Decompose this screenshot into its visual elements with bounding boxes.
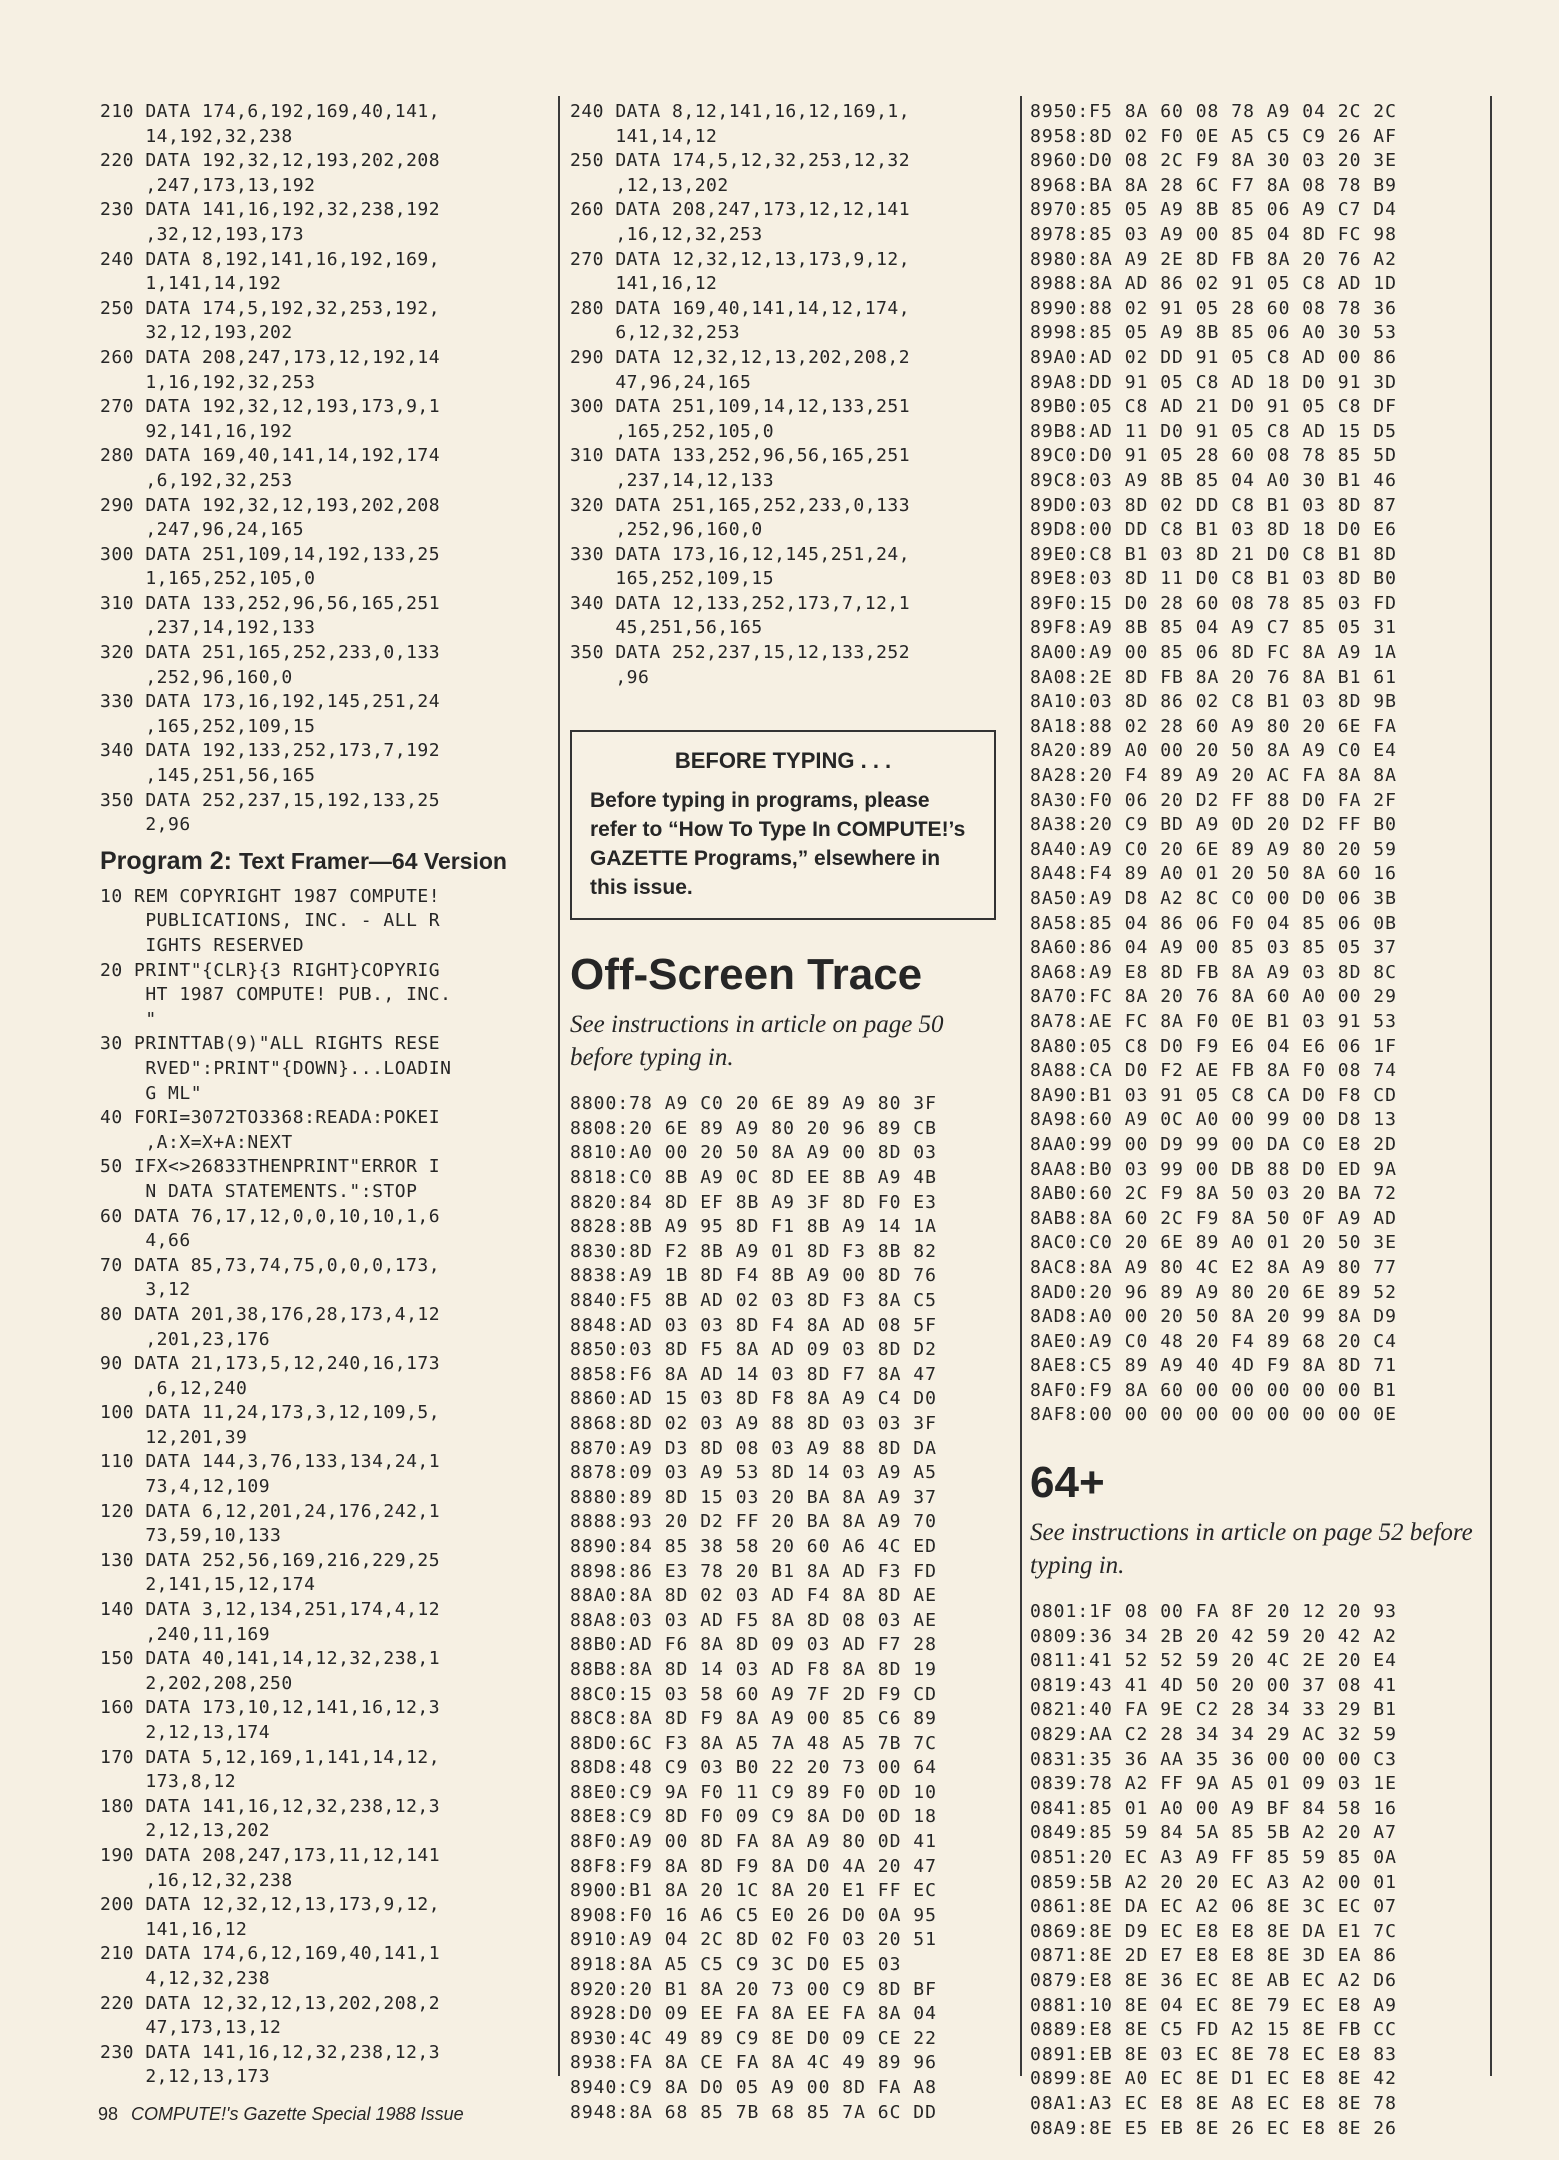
program-2-heading: [100, 846, 540, 877]
column-divider: [1020, 96, 1022, 2076]
program-2-label: Program 2:: [100, 846, 232, 875]
before-typing-heading: BEFORE TYPING . . .: [674, 748, 892, 774]
basic-listing-64plus-continued: 210 DATA 174,6,192,169,40,141, 14,192,32,238 220 DATA 192,32,12,193,202,208 ,247,173,13,192 230 DATA 141,16,192,32,238,192 ,32,12,193,173 240 DATA 8,192,141,16,192,169, 1,141,14,192 250 DATA 174,5,192,32,253,192, 32,12,193,202 260 DATA 208,247,173,12,192,14 1,16,192,32,253 270 DATA 192,32,12,193,173,9,1 92,141,16,192 280 DATA 169,40,141,14,192,174 ,6,192,32,253 290 DATA 192,32,12,193,202,208 ,247,96,24,165 300 DATA 251,109,14,192,133,25 1,165,252,105,0 310 DATA 133,252,96,56,165,251 ,237,14,192,133 320 DATA 251,165,252,233,0,133 ,252,96,160,0 330 DATA 173,16,192,145,251,24 ,165,252,109,15 340 DATA 192,133,252,173,7,192 ,145,251,56,165 350 DATA 252,237,15,192,133,25 2,96: [100, 101, 441, 836]
column-divider: [558, 96, 560, 2076]
column-divider: [1490, 96, 1492, 2076]
basic-listing-text-framer-64: 10 REM COPYRIGHT 1987 COMPUTE! PUBLICATIONS, INC. - ALL R IGHTS RESERVED 20 PRINT"{CLR}{3 RIGHT}COPYRIG HT 1987 COMPUTE! PUB., INC. " 30 PRINTTAB(9)"ALL RIGHTS RESE RVED":PRINT"{DOWN}...LOADIN G ML" 40 FORI=3072TO3368:READA:POKEI ,A:X=X+A:NEXT 50 IFX<>26833THENPRINT"ERROR I N DATA STATEMENTS.":STOP 60 DATA 76,17,12,0,0,10,10,1,6 4,66 70 DATA 85,73,74,75,0,0,0,173, 3,12 80 DATA 201,38,176,28,173,4,12 ,201,23,176 90 DATA 21,173,5,12,240,16,173 ,6,12,240 100 DATA 11,24,173,3,12,109,5, 12,201,39 110 DATA 144,3,76,133,134,24,1 73,4,12,109 120 DATA 6,12,201,24,176,242,1 73,59,10,133 130 DATA 252,56,169,216,229,25 2,141,15,12,174 140 DATA 3,12,134,251,174,4,12 ,240,11,169 150 DATA 40,141,14,12,32,238,1 2,202,208,250 160 DATA 173,10,12,141,16,12,3 2,12,13,174 170 DATA 5,12,169,1,141,14,12, 173,8,12 180 DATA 141,16,12,32,238,12,3 2,12,13,202 190 DATA 208,247,173,11,12,141 ,16,12,32,238 200 DATA 12,32,12,13,173,9,12, 141,16,12 210 DATA 174,6,12,169,40,141,1 4,12,32,238 220 DATA 12,32,12,13,202,208,2 47,173,13,12 230 DATA 141,16,12,32,238,12,3 2,12,13,173: [100, 885, 452, 2088]
machine-code-listing-64plus: 0801:1F 08 00 FA 8F 20 12 20 93 0809:36 34 2B 20 42 59 20 42 A2 0811:41 52 52 59 20 4C 2E 20 E4 0819:43 41 4D 50 20 00 37 08 41 0821:40 FA 9E C2 28 34 33 29 B1 0829:AA C2 28 34 34 29 AC 32 59 0831:35 36 AA 35 36 00 00 00 C3 0839:78 A2 FF 9A A5 01 09 03 1E 0841:85 01 A0 00 A9 BF 84 58 16 0849:85 59 84 5A 85 5B A2 20 A7 0851:20 EC A3 A9 FF 85 59 85 0A 0859:5B A2 20 20 EC A3 A2 00 01 0861:8E DA EC A2 06 8E 3C EC 07 0869:8E D9 EC E8 E8 8E DA E1 7C 0871:8E 2D E7 E8 E8 8E 3D EA 86 0879:E8 8E 36 EC 8E AB EC A2 D6 0881:10 8E 04 EC 8E 79 EC E8 A9 0889:E8 8E C5 FD A2 15 8E FB CC 0891:EB 8E 03 EC 8E 78 EC E8 83 0899:8E A0 EC 8E D1 EC E8 8E 42 08A1:A3 EC E8 8E A8 EC E8 8E 78 08A9:8E E5 EB 8E 26 EC E8 8E 26: [1030, 1601, 1397, 2139]
before-typing-box: [570, 730, 996, 920]
off-screen-trace-title: Off-Screen Trace: [570, 950, 923, 1000]
left-column: [100, 100, 540, 2090]
basic-listing-text-framer-continued: 240 DATA 8,12,141,16,12,169,1, 141,14,12 250 DATA 174,5,12,32,253,12,32 ,12,13,202 260 DATA 208,247,173,12,12,141 ,16,12,32,253 270 DATA 12,32,12,13,173,9,12, 141,16,12 280 DATA 169,40,141,14,12,174, 6,12,32,253 290 DATA 12,32,12,13,202,208,2 47,96,24,165 300 DATA 251,109,14,12,133,251 ,165,252,105,0 310 DATA 133,252,96,56,165,251 ,237,14,12,133 320 DATA 251,165,252,233,0,133 ,252,96,160,0 330 DATA 173,16,12,145,251,24, 165,252,109,15 340 DATA 12,133,252,173,7,12,1 45,251,56,165 350 DATA 252,237,15,12,133,252 ,96: [570, 101, 911, 688]
program-2-title: Text Framer—64 Version: [238, 847, 507, 874]
off-screen-trace-note: See instructions in article on page 50 before typing in.: [570, 1011, 944, 1072]
sixty-four-plus-note: See instructions in article on page 52 before typing in.: [1030, 1519, 1473, 1580]
machine-code-listing-trace-continued: 8950:F5 8A 60 08 78 A9 04 2C 2C 8958:8D 02 F0 0E A5 C5 C9 26 AF 8960:D0 08 2C F9 8A 30 03 20 3E 8968:BA 8A 28 6C F7 8A 08 78 B9 8970:85 05 A9 8B 85 06 A9 C7 D4 8978:85 03 A9 00 85 04 8D FC 98 8980:8A A9 2E 8D FB 8A 20 76 A2 8988:8A AD 86 02 91 05 C8 AD 1D 8990:88 02 91 05 28 60 08 78 36 8998:85 05 A9 8B 85 06 A0 30 53 89A0:AD 02 DD 91 05 C8 AD 00 86 89A8:DD 91 05 C8 AD 18 D0 91 3D 89B0:05 C8 AD 21 D0 91 05 C8 DF 89B8:AD 11 D0 91 05 C8 AD 15 D5 89C0:D0 91 05 28 60 08 78 85 5D 89C8:03 A9 8B 85 04 A0 30 B1 46 89D0:03 8D 02 DD C8 B1 03 8D 87 89D8:00 DD C8 B1 03 8D 18 D0 E6 89E0:C8 B1 03 8D 21 D0 C8 B1 8D 89E8:03 8D 11 D0 C8 B1 03 8D B0 89F0:15 D0 28 60 08 78 85 03 FD 89F8:A9 8B 85 04 A9 C7 85 05 31 8A00:A9 00 85 06 8D FC 8A A9 1A 8A08:2E 8D FB 8A 20 76 8A B1 61 8A10:03 8D 86 02 C8 B1 03 8D 9B 8A18:88 02 28 60 A9 80 20 6E FA 8A20:89 A0 00 20 50 8A A9 C0 E4 8A28:20 F4 89 A9 20 AC FA 8A 8A 8A30:F0 06 20 D2 FF 88 D0 FA 2F 8A38:20 C9 BD A9 0D 20 D2 FF B0 8A40:A9 C0 20 6E 89 A9 80 20 59 8A48:F4 89 A0 01 20 50 8A 60 16 8A50:A9 D8 A2 8C C0 00 D0 06 3B 8A58:85 04 86 06 F0 04 85 06 0B 8A60:86 04 A9 00 85 03 85 05 37 8A68:A9 E8 8D FB 8A A9 03 8D 8C 8A70:FC 8A 20 76 8A 60 A0 00 29 8A78:AE FC 8A F0 0E B1 03 91 53 8A80:05 C8 D0 F9 E6 04 E6 06 1F 8A88:CA D0 F2 AE FB 8A F0 08 74 8A90:B1 03 91 05 C8 CA D0 F8 CD 8A98:60 A9 0C A0 00 99 00 D8 13 8AA0:99 00 D9 99 00 DA C0 E8 2D 8AA8:B0 03 99 00 DB 88 D0 ED 9A 8AB0:60 2C F9 8A 50 03 20 BA 72 8AB8:8A 60 2C F9 8A 50 0F A9 AD 8AC0:C0 20 6E 89 A0 01 20 50 3E 8AC8:8A A9 80 4C E2 8A A9 80 77 8AD0:20 96 89 A9 80 20 6E 89 52 8AD8:A0 00 20 50 8A 20 99 8A D9 8AE0:A9 C0 48 20 F4 89 68 20 C4 8AE8:C5 89 A9 40 4D F9 8A 8D 71 8AF0:F9 8A 60 00 00 00 00 00 B1 8AF8:00 00 00 00 00 00 00 00 0E: [1030, 101, 1397, 1426]
page-footer: [98, 2104, 464, 2125]
before-typing-text: Before typing in programs, please refer to “How To Type In COMPUTE!’s GAZETTE Programs,” elsewhere in this issue.: [590, 789, 966, 900]
middle-column: [570, 100, 1002, 2125]
page-number: 98: [98, 2104, 119, 2124]
sixty-four-plus-title: 64+: [1030, 1458, 1105, 1508]
right-column: [1030, 100, 1486, 2141]
machine-code-listing-trace: 8800:78 A9 C0 20 6E 89 A9 80 3F 8808:20 6E 89 A9 80 20 96 89 CB 8810:A0 00 20 50 8A A9 00 8D 03 8818:C0 8B A9 0C 8D EE 8B A9 4B 8820:84 8D EF 8B A9 3F 8D F0 E3 8828:8B A9 95 8D F1 8B A9 14 1A 8830:8D F2 8B A9 01 8D F3 8B 82 8838:A9 1B 8D F4 8B A9 00 8D 76 8840:F5 8B AD 02 03 8D F3 8A C5 8848:AD 03 03 8D F4 8A AD 08 5F 8850:03 8D F5 8A AD 09 03 8D D2 8858:F6 8A AD 14 03 8D F7 8A 47 8860:AD 15 03 8D F8 8A A9 C4 D0 8868:8D 02 03 A9 88 8D 03 03 3F 8870:A9 D3 8D 08 03 A9 88 8D DA 8878:09 03 A9 53 8D 14 03 A9 A5 8880:89 8D 15 03 20 BA 8A A9 37 8888:93 20 D2 FF 20 BA 8A A9 70 8890:84 85 38 58 20 60 A6 4C ED 8898:86 E3 78 20 B1 8A AD F3 FD 88A0:8A 8D 02 03 AD F4 8A 8D AE 88A8:03 03 AD F5 8A 8D 08 03 AE 88B0:AD F6 8A 8D 09 03 AD F7 28 88B8:8A 8D 14 03 AD F8 8A 8D 19 88C0:15 03 58 60 A9 7F 2D F9 CD 88C8:8A 8D F9 8A A9 00 85 C6 89 88D0:6C F3 8A A5 7A 48 A5 7B 7C 88D8:48 C9 03 B0 22 20 73 00 64 88E0:C9 9A F0 11 C9 89 F0 0D 10 88E8:C9 8D F0 09 C9 8A D0 0D 18 88F0:A9 00 8D FA 8A A9 80 0D 41 88F8:F9 8A 8D F9 8A D0 4A 20 47 8900:B1 8A 20 1C 8A 20 E1 FF EC 8908:F0 16 A6 C5 E0 26 D0 0A 95 8910:A9 04 2C 8D 02 F0 03 20 51 8918:8A A5 C5 C9 3C D0 E5 03 8920:20 B1 8A 20 73 00 C9 8D BF 8928:D0 09 EE FA 8A EE FA 8A 04 8930:4C 49 89 C9 8E D0 09 CE 22 8938:FA 8A CE FA 8A 4C 49 89 96 8940:C9 8A D0 05 A9 00 8D FA A8 8948:8A 68 85 7B 68 85 7A 6C DD: [570, 1093, 937, 2123]
publication-name: COMPUTE!'s Gazette Special 1988 Issue: [131, 2104, 464, 2124]
